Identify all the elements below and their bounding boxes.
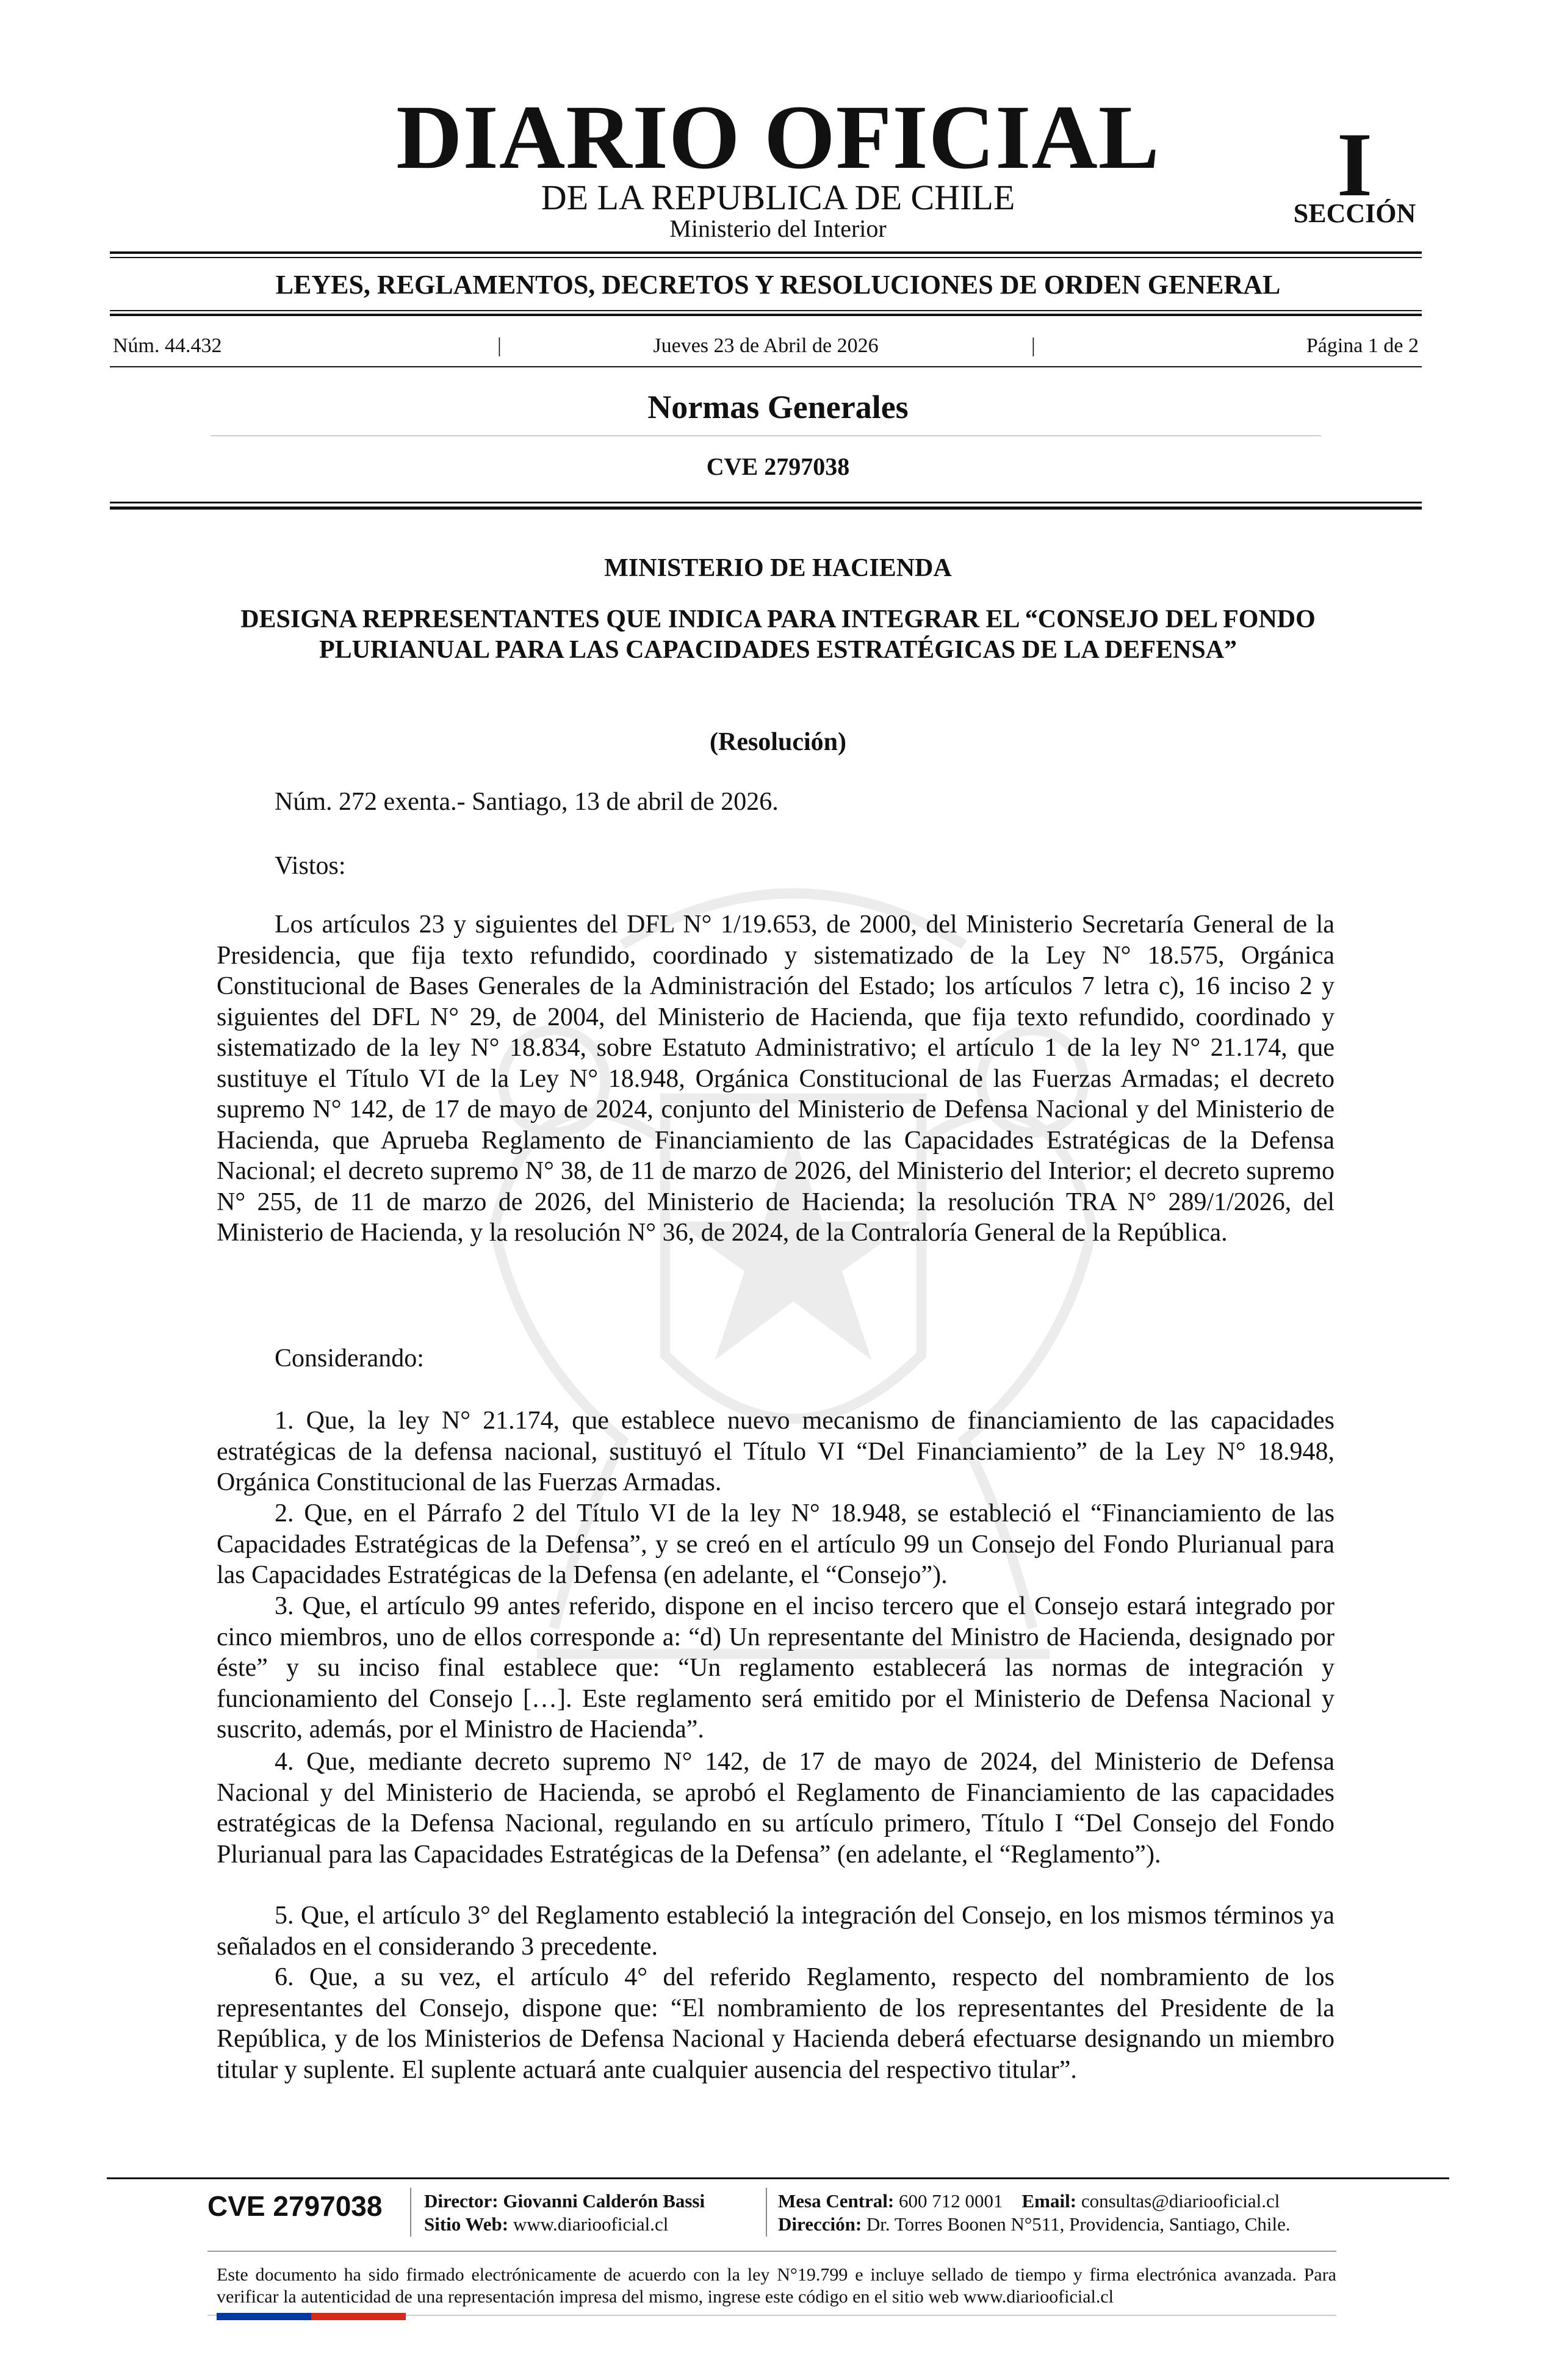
section-label: SECCIÓN <box>1293 198 1416 228</box>
section-title: Normas Generales <box>647 389 909 425</box>
footer-email-label: Email: <box>1021 2190 1077 2212</box>
issue-info-row <box>113 334 1419 358</box>
footer-email-link[interactable]: consultas@diariooficial.cl <box>1081 2190 1280 2212</box>
masthead-rule-top-thin <box>110 257 1422 258</box>
flag-stripe-blue <box>217 2313 311 2320</box>
masthead-title: DIARIO OFICIAL <box>396 87 1160 188</box>
issue-rule <box>110 366 1422 367</box>
considerando-1: 1. Que, la ley N° 21.174, que establece nuevo mecanismo de financiamiento de las capacidades estratégicas de la defensa nacional, sustituyó el Título VI “Del Financiamiento” de la Ley N° 18.948, Orgánica Constitucional de las Fuerzas Armadas. <box>217 1407 1334 1496</box>
header-rule-1 <box>110 502 1422 503</box>
header-rule-2 <box>110 507 1422 510</box>
considerando-3: 3. Que, el artículo 99 antes referido, dispone en el inciso tercero que el Consejo estará integrado por cinco miembros, uno de ellos corresponde a: “d) Un representante del Ministro de Hacienda, designado por éste” y su inciso final establece que: “Un reglamento establecerá las normas de integración y funcionamiento del Consejo […]. Este reglamento será emitido por el Ministerio de Defensa Nacional y suscrito, además, por el Ministro de Hacienda”. <box>217 1592 1334 1744</box>
considerando-6: 6. Que, a su vez, el artículo 4° del referido Reglamento, respecto del nombramiento de los representantes del Consejo, dispone que: “El nombramiento de los representantes del Presidente de la República, y de los Ministerios de Defensa Nacional y Hacienda deberá efectuarse designando un miembro titular y suplente. El suplente actuará ante cualquier ausencia del respectivo titular”. <box>217 1963 1334 2084</box>
document-number-line: Núm. 272 exenta.- Santiago, 13 de abril de 2026. <box>275 788 779 816</box>
issue-separator-1: | <box>497 334 502 357</box>
footer-director: Giovanni Calderón Bassi <box>503 2190 705 2212</box>
vistos-paragraph: Los artículos 23 y siguientes del DFL N° 1/19.653, de 2000, del Ministerio Secretaría General de la Presidencia, que fija texto refundido, coordinado y sistematizado de la Ley N° 18.575, Orgánica Constitucional de Bases Generales de la Administración del Estado; los artículos 7 letra c), 16 inciso 2 y siguientes del DFL N° 29, de 2004, del Ministerio de Hacienda, que fija texto refundido, coordinado y sistematizado de la ley N° 18.834, sobre Estatuto Administrativo; el artículo 1 de la ley N° 21.174, que sustituye el Título VI de la Ley N° 18.948, Orgánica Constitucional de las Fuerzas Armadas; el decreto supremo N° 142, de 17 de mayo de 2024, conjunto del Ministerio de Defensa Nacional y del Ministerio de Hacienda, que Aprueba Reglamento de Financiamiento de las Capacidades Estratégicas de la Defensa Nacional; el decreto supremo N° 38, de 11 de marzo de 2026, del Ministerio del Interior; el decreto supremo N° 255, de 11 de marzo de 2026, del Ministerio de Hacienda; la resolución TRA N° 289/1/2026, del Ministerio de Hacienda, y la resolución N° 36, de 2024, de la Contraloría General de la República. <box>217 911 1334 1247</box>
footer-director-label: Director: <box>424 2190 499 2212</box>
considerando-4: 4. Que, mediante decreto supremo N° 142, de 17 de mayo de 2024, del Ministerio de Defensa Nacional y del Ministerio de Hacienda, se aprobó el Reglamento de Financiamiento de las capacidades estratégicas de la Defensa Nacional, regulando en su artículo primero, Título I “Del Consejo del Fondo Plurianual para las Capacidades Estratégicas de la Defensa” (en adelante, el “Reglamento”). <box>217 1748 1334 1869</box>
section-title-rule <box>211 435 1321 436</box>
masthead-subtitle: DE LA REPUBLICA DE CHILE <box>541 178 1015 217</box>
footer-signature-note: Este documento ha sido firmado electrónicamente de acuerdo con la ley N°19.799 e incluye sellado de tiempo y firma electrónica avanzada. Para verificar la autenticidad de una representación impresa del mismo, ingrese este código en el sitio web www.diariooficial.cl <box>217 2265 1336 2307</box>
footer-web-link[interactable]: www.diariooficial.cl <box>513 2213 669 2235</box>
footer-address-label: Dirección: <box>778 2213 862 2235</box>
footer-cve: CVE 2797038 <box>207 2190 383 2222</box>
document-type: (Resolución) <box>710 728 846 756</box>
issue-number: Núm. 44.432 <box>113 334 222 357</box>
flag-stripe-red <box>311 2313 406 2320</box>
footer-address: Dr. Torres Boonen N°511, Providencia, Santiago, Chile. <box>866 2213 1291 2235</box>
footer-separator-1 <box>410 2188 411 2237</box>
category-rule <box>110 314 1422 316</box>
masthead-ministry: Ministerio del Interior <box>669 215 887 242</box>
issue-separator-2: | <box>1031 334 1036 357</box>
footer-separator-2 <box>766 2188 767 2237</box>
issue-page: Página 1 de 2 <box>1306 334 1419 357</box>
considerando-5: 5. Que, el artículo 3° del Reglamento estableció la integración del Consejo, en los mismos términos ya señalados en el considerando 3 precedente. <box>217 1902 1334 1961</box>
footer-phone-label: Mesa Central: <box>778 2190 895 2212</box>
document-title: DESIGNA REPRESENTANTES QUE INDICA PARA INTEGRAR EL “CONSEJO DEL FONDO PLURIANUAL PARA LAS CAPACIDADES ESTRATÉGICAS DE LA DEFENSA” <box>240 605 1316 664</box>
section-roman: I <box>1336 114 1373 215</box>
vistos-label: Vistos: <box>275 852 346 880</box>
considerando-2: 2. Que, en el Párrafo 2 del Título VI de la ley N° 18.948, se estableció el “Financiamiento de las Capacidades Estratégicas de la Defensa”, y se creó en el artículo 99 un Consejo del Fondo Plurianual para las Capacidades Estratégicas de la Defensa (en adelante, el “Consejo”). <box>217 1499 1334 1589</box>
footer-director-block <box>424 2190 705 2236</box>
footer-note-rule <box>207 2251 1336 2252</box>
footer-web-label: Sitio Web: <box>424 2213 509 2235</box>
masthead-rule-top <box>110 251 1422 254</box>
footer-rule <box>107 2177 1449 2179</box>
issue-date: Jueves 23 de Abril de 2026 <box>653 334 879 357</box>
cve-header: CVE 2797038 <box>706 453 850 480</box>
footer-phone: 600 712 0001 <box>899 2190 1003 2212</box>
considerando-label: Considerando: <box>275 1344 424 1372</box>
document-ministry: MINISTERIO DE HACIENDA <box>604 554 952 582</box>
category-heading: LEYES, REGLAMENTOS, DECRETOS Y RESOLUCIONES DE ORDEN GENERAL <box>275 270 1281 300</box>
category-rule-thin <box>110 310 1422 311</box>
footer-contact-block <box>778 2190 1291 2236</box>
